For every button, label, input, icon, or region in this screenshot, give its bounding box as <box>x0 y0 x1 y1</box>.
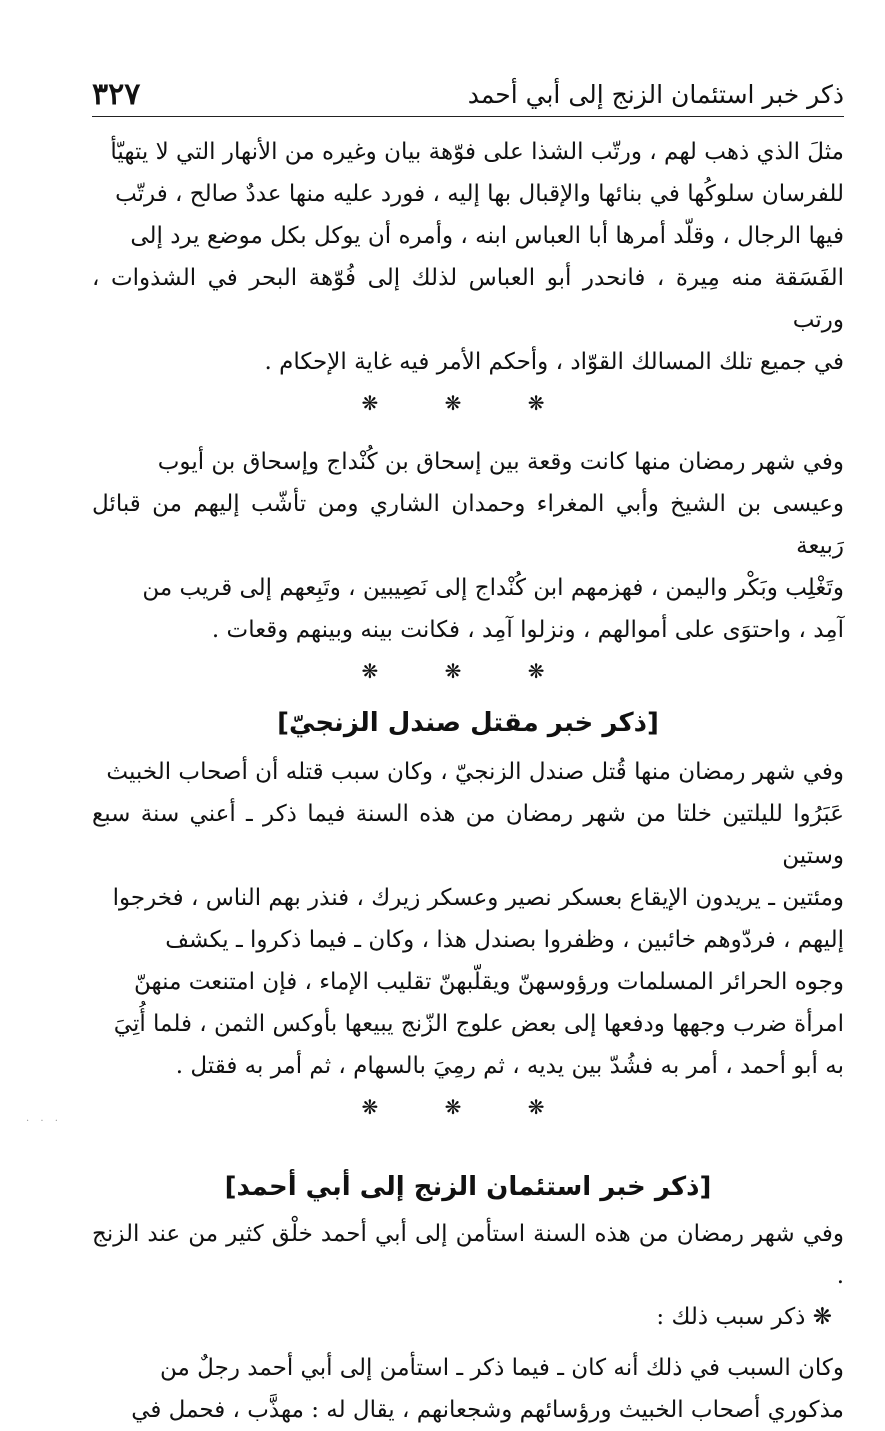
paragraph-2 <box>92 441 844 651</box>
text-line: وعيسى بن الشيخ وأبي المغراء وحمدان الشاري ومن تأشّب إليهم من قبائل رَبيعة <box>92 491 844 559</box>
text-line: وفي شهر رمضان منها قُتل صندل الزنجيّ ، وكان سبب قتله أن أصحاب الخبيث <box>106 759 844 785</box>
section-separator: ❋ ❋ ❋ <box>361 391 575 415</box>
running-header <box>92 78 844 117</box>
section-separator: ❋ ❋ ❋ <box>361 659 575 683</box>
text-line: وتَغْلِب وبَكْر واليمن ، فهزمهم ابن كُنْداج إلى نَصِيبين ، وتَبِعهم إلى قريب من <box>142 575 844 601</box>
running-title: ذكر خبر استئمان الزنج إلى أبي أحمد <box>467 80 844 109</box>
text-line: وجوه الحرائر المسلمات ورؤوسهنّ ويقلّبهنّ تقليب الإماء ، فإن امتنعت منهنّ <box>134 969 844 995</box>
sub-heading: ❋ ذكر سبب ذلك : <box>656 1304 832 1330</box>
text-line: وكان السبب في ذلك أنه كان ـ فيما ذكر ـ استأمن إلى أبي أحمد رجلٌ من <box>160 1355 844 1381</box>
text-line: إليهم ، فردّوهم خائبين ، وظفروا بصندل هذا ، وكان ـ فيما ذكروا ـ يكشف <box>165 927 844 953</box>
text-line: ومئتين ـ يريدون الإيقاع بعسكر نصير وعسكر زيرك ، فنذر بهم الناس ، فخرجوا <box>112 885 844 911</box>
text-line: فيها الرجال ، وقلّد أمرها أبا العباس ابنه ، وأمره أن يوكل بكل موضع يرد إلى <box>130 223 844 249</box>
text-line: الفَسَقة منه مِيرة ، فانحدر أبو العباس لذلك إلى فُوّهة البحر في الشذوات ، ورتب <box>92 265 844 333</box>
paragraph-5 <box>92 1347 844 1431</box>
paragraph-3 <box>92 751 844 1087</box>
text-line: للفرسان سلوكُها في بنائها والإقبال بها إليه ، فورد عليه منها عددٌ صالح ، فرتّب <box>115 181 844 207</box>
page-number: ٣٢٧ <box>92 77 141 112</box>
text-line: آمِد ، واحتوَى على أموالهم ، ونزلوا آمِد ، فكانت بينه وبينهم وقعات . <box>211 617 844 643</box>
section-heading: [ذكر خبر مقتل صندل الزنجيّ] <box>277 708 659 738</box>
scan-margin-dots: . . . <box>26 1113 62 1124</box>
text-line: وفي شهر رمضان من هذه السنة استأمن إلى أبي أحمد خلْق كثير من عند الزنج . <box>92 1221 844 1289</box>
paragraph-1 <box>92 131 844 383</box>
document-page <box>92 78 844 1431</box>
text-line: وفي شهر رمضان منها كانت وقعة بين إسحاق بن كُنْداج وإسحاق بن أيوب <box>157 449 844 475</box>
text-line: مذكوري أصحاب الخبيث ورؤسائهم وشجعانهم ، يقال له : مهذَّب ، فحمل في <box>131 1397 844 1423</box>
text-line: في جميع تلك المسالك القوّاد ، وأحكم الأمر فيه غاية الإحكام . <box>264 349 844 375</box>
text-line: به أبو أحمد ، أمر به فشُدّ بين يديه ، ثم رمِيَ بالسهام ، ثم أمر به فقتل . <box>175 1053 844 1079</box>
text-line: عَبَرُوا لليلتين خلتا من شهر رمضان من هذه السنة فيما ذكر ـ أعني سنة سبع وستين <box>92 801 844 869</box>
text-line: امرأة ضرب وجهها ودفعها إلى بعض علوج الزّنج يبيعها بأوكس الثمن ، فلما أُتِيَ <box>113 1011 844 1037</box>
section-separator: ❋ ❋ ❋ <box>361 1095 575 1119</box>
text-line: مثلَ الذي ذهب لهم ، ورتّب الشذا على فوّهة بيان وغيره من الأنهار التي لا يتهيّأ <box>110 139 844 165</box>
section-heading: [ذكر خبر استئمان الزنج إلى أبي أحمد] <box>224 1172 712 1202</box>
paragraph-4 <box>92 1213 844 1297</box>
